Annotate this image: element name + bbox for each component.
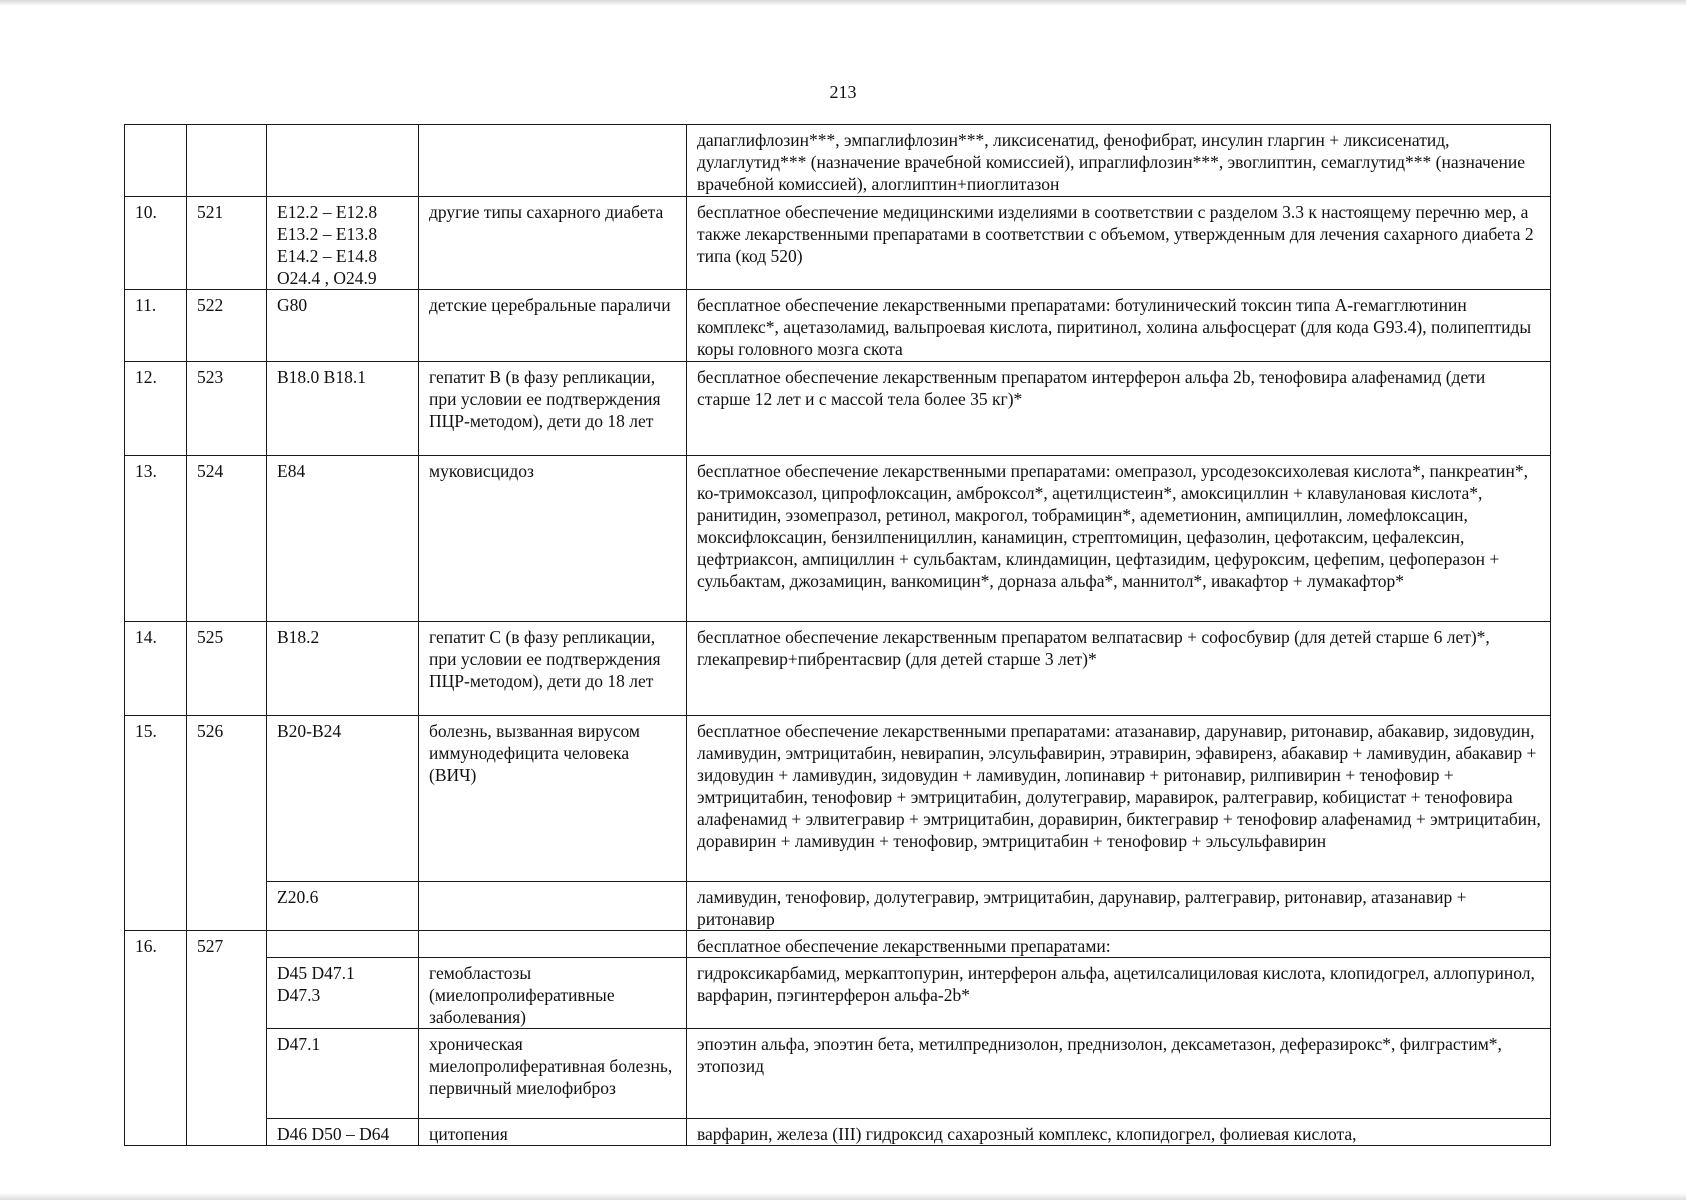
icd-code: G80 [277,295,308,315]
disease-cell: гемобластозы (миелопролиферативные заболевания) [419,958,687,1029]
row-number-cell: 13. [125,456,187,622]
disease-cell [419,882,687,931]
row-number-cell [125,125,187,197]
measure-text-cell: бесплатное обеспечение лекарственным препаратом интерферон альфа 2b, тенофовира алафенамид (дети старше 12 лет и с массой тела более 35 кг)* [687,362,1551,456]
icd-code-cell [267,931,419,958]
disease-cell: хроническая миелопролиферативная болезнь, первичный миелофиброз [419,1029,687,1119]
measure-text-cell: гидроксикарбамид, меркаптопурин, интерферон альфа, ацетилсалициловая кислота, клопидогрел, аллопуринол, варфарин, пэгинтерферон альфа-2b* [687,958,1551,1029]
scan-edge-bottom [0,1193,1686,1200]
icd-code: B18.2 [277,627,320,647]
table-row [125,197,1551,290]
row-number-cell: 10. [125,197,187,290]
measure-text-cell: бесплатное обеспечение медицинскими изделиями в соответствии с разделом 3.3 к настоящему перечню мер, а также лекарственными препаратами в соответствии с объемом, утвержденным для лечения сахарного диабета 2 типа (код 520) [687,197,1551,290]
measure-text-cell: бесплатное обеспечение лекарственными препаратами: ботулинический токсин типа A-гемагглютинин комплекс*, ацетазоламид, вальпроевая кислота, пиритинол, холина альфосцерат (для кода G93.4), полипептиды коры головного мозга скота [687,290,1551,362]
row-number-cell: 14. [125,622,187,716]
table-row [125,1029,1551,1119]
measure-code-cell: 521 [187,197,267,290]
disease-cell [419,931,687,958]
table-row [125,362,1551,456]
icd-code-cell [267,1029,419,1119]
icd-code: Z20.6 [277,887,319,907]
table-row [125,931,1551,958]
icd-code: E14.2 – E14.8 [277,246,378,266]
disease-cell: гепатит B (в фазу репликации, при условии ее подтверждения ПЦР-методом), дети до 18 лет [419,362,687,456]
row-number-cell: 11. [125,290,187,362]
disease-cell: детские церебральные параличи [419,290,687,362]
measure-code-cell: 523 [187,362,267,456]
measure-text-cell: эпоэтин альфа, эпоэтин бета, метилпреднизолон, преднизолон, дексаметазон, деферазирокс*, филграстим*, этопозид [687,1029,1551,1119]
disease-cell: гепатит C (в фазу репликации, при условии ее подтверждения ПЦР-методом), дети до 18 лет [419,622,687,716]
measure-text-cell: бесплатное обеспечение лекарственными препаратами: атазанавир, дарунавир, ритонавир, абакавир, зидовудин, ламивудин, эмтрицитабин, невирапин, элсульфавирин, этравирин, эфавиренз, абакавир + ламивудин, абакавир + зидовудин + ламивудин, зидовудин + ламивудин, лопинавир + ритонавир, рилпивирин + тенофовир + эмтрицитабин, тенофовир + эмтрицитабин, долутегравир, маравирок, ралтегравир, кобицистат + тенофовира алафенамид + элвитегравир + эмтрицитабин, доравирин, биктегравир + тенофовир алафенамид + эмтрицитабин, доравирин + ламивудин + тенофовир, эмтрицитабин + тенофовир + эльсульфавирин [687,716,1551,882]
table-row [125,622,1551,716]
measure-text-cell: варфарин, железа (III) гидроксид сахарозный комплекс, клопидогрел, фолиевая кислота, [687,1119,1551,1146]
row-number-cell: 12. [125,362,187,456]
row-number-cell: 15. [125,716,187,931]
icd-code: B18.0 B18.1 [277,367,366,387]
icd-code: E84 [277,461,306,481]
table-row [125,716,1551,882]
table-row [125,456,1551,622]
disease-cell [419,125,687,197]
measure-code-cell: 525 [187,622,267,716]
measure-text-cell: бесплатное обеспечение лекарственными препаратами: омепразол, урсодезоксихолевая кислота*, панкреатин*, ко-тримоксазол, ципрофлоксацин, амброксол*, ацетилцистеин*, амоксициллин + клавулановая кислота*, ранитидин, эзомепразол, ретинол, макрогол, тобрамицин*, адеметионин, ампициллин, ломефлоксацин, моксифлоксацин, бензилпенициллин, канамицин, стрептомицин, цефазолин, цефотаксим, цефалексин, цефтриаксон, ампициллин + сульбактам, клиндамицин, цефтазидим, цефуроксим, цефепим, цефоперазон + сульбактам, джозамицин, ванкомицин*, дорназа альфа*, маннитол*, ивакафтор + лумакафтор* [687,456,1551,622]
icd-code-cell [267,1119,419,1146]
icd-code: D47.1 [277,1034,321,1054]
icd-code-cell [267,290,419,362]
icd-code-cell [267,362,419,456]
measure-code-cell [187,125,267,197]
icd-code: D47.3 [277,985,321,1005]
icd-code-cell [267,456,419,622]
measure-code-cell: 524 [187,456,267,622]
measure-code-cell: 522 [187,290,267,362]
row-number-cell: 16. [125,931,187,1146]
measures-table [124,124,1551,1146]
measure-code-cell: 527 [187,931,267,1146]
table-row [125,958,1551,1029]
icd-code: D45 D47.1 [277,963,355,983]
disease-cell: болезнь, вызванная вирусом иммунодефицита человека (ВИЧ) [419,716,687,882]
icd-code: D46 D50 – D64 [277,1124,390,1144]
measure-text-cell: бесплатное обеспечение лекарственным препаратом велпатасвир + софосбувир (для детей старше 6 лет)*, глекапревир+пибрентасвир (для детей старше 3 лет)* [687,622,1551,716]
icd-code: E12.2 – E12.8 [277,202,378,222]
scan-edge-top [0,0,1686,6]
icd-code-cell [267,197,419,290]
page-number: 213 [829,82,857,102]
table-row [125,125,1551,197]
disease-cell: муковисцидоз [419,456,687,622]
measure-text-cell: ламивудин, тенофовир, долутегравир, эмтрицитабин, дарунавир, ралтегравир, ритонавир, атазанавир + ритонавир [687,882,1551,931]
icd-code-cell [267,622,419,716]
icd-code: B20-B24 [277,721,342,741]
icd-code-cell [267,716,419,882]
table-row [125,290,1551,362]
icd-code-cell [267,125,419,197]
table-row [125,1119,1551,1146]
icd-code: O24.4 , O24.9 [277,268,377,288]
icd-code-cell [267,958,419,1029]
measure-text-cell: дапаглифлозин***, эмпаглифлозин***, ликсисенатид, фенофибрат, инсулин гларгин + ликсисенатид, дулаглутид*** (назначение врачебной комиссией), ипраглифлозин***, эвоглиптин, семаглутид*** (назначение врачебной комиссией), алоглиптин+пиоглитазон [687,125,1551,197]
icd-code-cell [267,882,419,931]
icd-code: E13.2 – E13.8 [277,224,378,244]
measure-code-cell: 526 [187,716,267,931]
table-row [125,882,1551,931]
measure-text-cell: бесплатное обеспечение лекарственными препаратами: [687,931,1551,958]
disease-cell: цитопения [419,1119,687,1146]
disease-cell: другие типы сахарного диабета [419,197,687,290]
